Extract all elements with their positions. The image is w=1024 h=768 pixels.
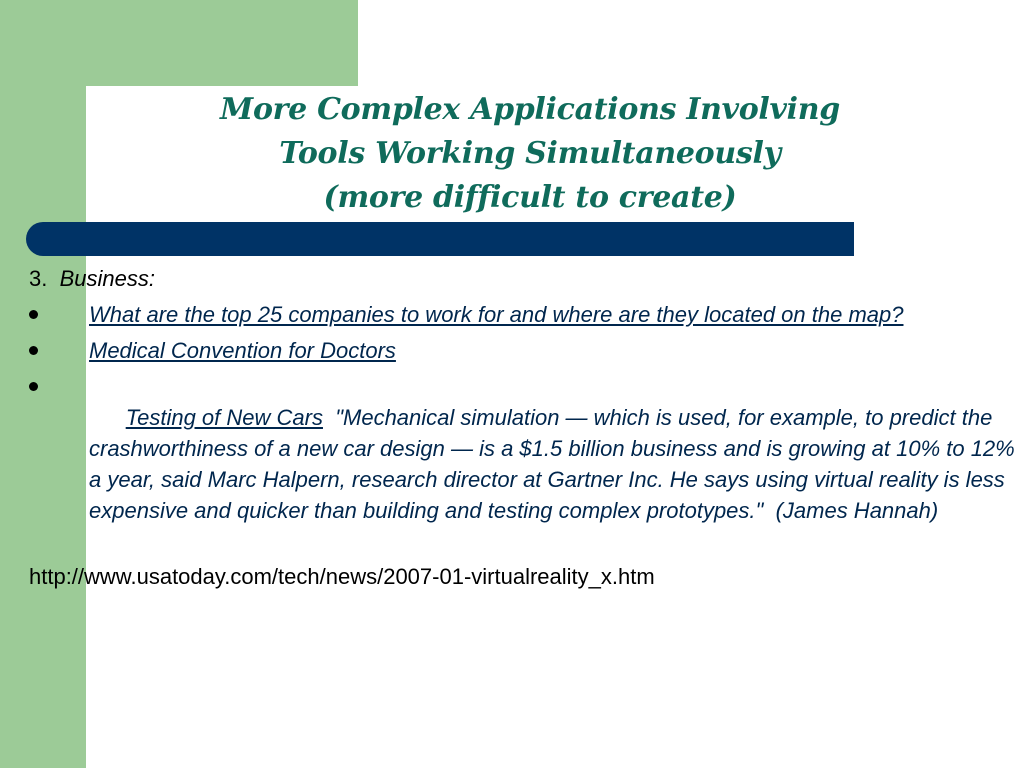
bullet-dot-icon (29, 382, 38, 391)
slide-body (29, 263, 1019, 592)
bullet-dot-icon (29, 310, 38, 319)
bullet-quote-text: "Mechanical simulation — which is used, for example, to predict the crashworthiness of a new car design — is a $1.5 billion business and is growing at 10% to 12% a year, said Marc Halpern, research director at Gartner Inc. He says using virtual reality is less expensive and quicker than building and testing complex prototypes." (James Hannah) (89, 405, 1021, 523)
bullet-item-2 (29, 335, 1019, 366)
section-label: Business: (59, 266, 155, 291)
section-number: 3. (29, 266, 48, 291)
bullet-item-3 (29, 371, 1019, 557)
source-url: http://www.usatoday.com/tech/news/2007-01-virtualreality_x.htm (29, 564, 655, 589)
title-line-1: More Complex Applications Involving (220, 92, 840, 127)
bullet-link-testing-cars[interactable]: Testing of New Cars (125, 405, 323, 430)
title-line-3: (more difficult to create) (323, 180, 737, 215)
title-divider-bar (26, 222, 854, 256)
bullet-dot-icon (29, 346, 38, 355)
bullet-link-top-companies[interactable]: What are the top 25 companies to work for and where are they located on the map? (89, 302, 904, 327)
slide-title (160, 88, 900, 220)
section-heading (29, 263, 1019, 294)
bullet-item-1 (29, 299, 1019, 330)
bullet-link-medical-convention[interactable]: Medical Convention for Doctors (89, 338, 396, 363)
title-line-2: Tools Working Simultaneously (279, 136, 781, 171)
